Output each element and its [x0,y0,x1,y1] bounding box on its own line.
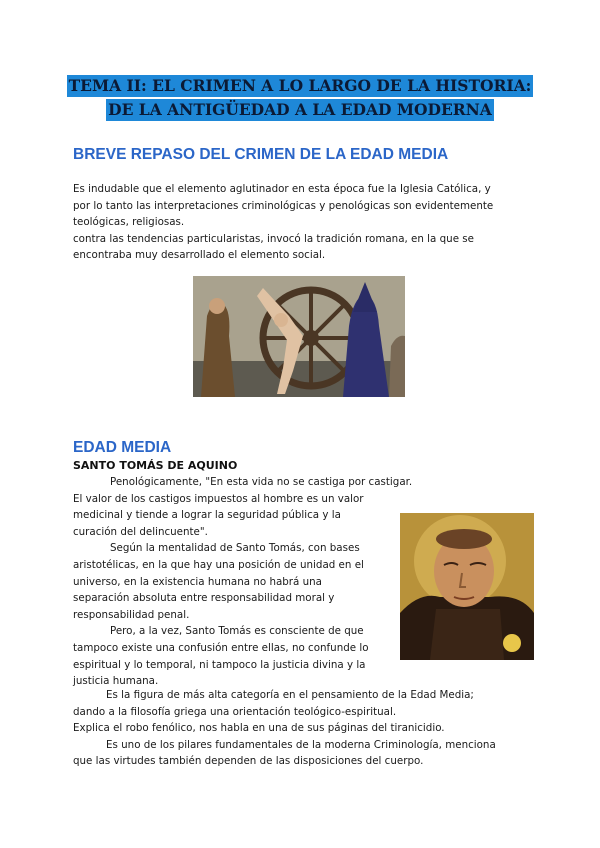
text-line: Explica el robo fenólico, nos habla en una de sus páginas del tiranicidio. [73,722,445,735]
text-line: Según la mentalidad de Santo Tomás, con bases [110,542,360,555]
aquino-paragraph-continued [73,687,533,770]
wheel-illustration-drawing [193,276,405,397]
subheading-santo-tomas: SANTO TOMÁS DE AQUINO [73,459,238,472]
text-line: Penológicamente, "En esta vida no se castiga por castigar. [110,476,413,488]
text-line: contra las tendencias particularistas, invocó la tradición romana, en la que se [73,232,475,245]
medieval-wheel-illustration [193,276,405,397]
text-line: tampoco existe una confusión entre ellas, no confunde lo [73,641,369,654]
text-line: universo, en la existencia humana no habrá una [73,575,322,588]
document-title [0,75,600,121]
text-line: justicia humana. [73,675,159,688]
text-line: Pero, a la vez, Santo Tomás es consciente de que [110,625,364,638]
text-line: encontraba muy desarrollado el elemento social. [73,249,326,262]
text-line: Es indudable que el elemento aglutinador en esta época fue la Iglesia Católica, y [73,183,491,195]
aquino-paragraph [73,474,413,690]
text-line: Es la figura de más alta categoría en el pensamiento de la Edad Media; [106,689,474,701]
text-line: responsabilidad penal. [73,608,190,621]
text-line: teológicas, religiosas. [73,216,185,229]
title-line-2: DE LA ANTIGÜEDAD A LA EDAD MODERNA [108,100,492,119]
text-line: curación del delincuente". [73,525,208,538]
intro-paragraph [73,181,533,264]
text-line: por lo tanto las interpretaciones criminológicas y penológicas son evidentemente [73,199,494,212]
title-line-1: TEMA II: EL CRIMEN A LO LARGO DE LA HISTORIA: [68,76,532,95]
text-line: aristotélicas, en la que hay una posición de unidad en el [73,558,364,571]
text-line: El valor de los castigos impuestos al hombre es un valor [73,492,364,505]
portrait-drawing [400,513,534,660]
santo-tomas-portrait [400,513,534,660]
text-line: Es uno de los pilares fundamentales de la moderna Criminología, menciona [106,738,496,751]
text-line: separación absoluta entre responsabilidad moral y [73,592,335,605]
section-heading-edad-media: EDAD MEDIA [73,439,172,456]
text-line: medicinal y tiende a lograr la seguridad pública y la [73,509,341,522]
text-line: que las virtudes también dependen de las disposiciones del cuerpo. [73,755,424,768]
text-line: espiritual y lo temporal, ni tampoco la justicia divina y la [73,658,366,671]
section-heading-breve-repaso: BREVE REPASO DEL CRIMEN DE LA EDAD MEDIA [73,146,449,163]
text-line: dando a la filosofía griega una orientación teológico-espiritual. [73,705,397,718]
